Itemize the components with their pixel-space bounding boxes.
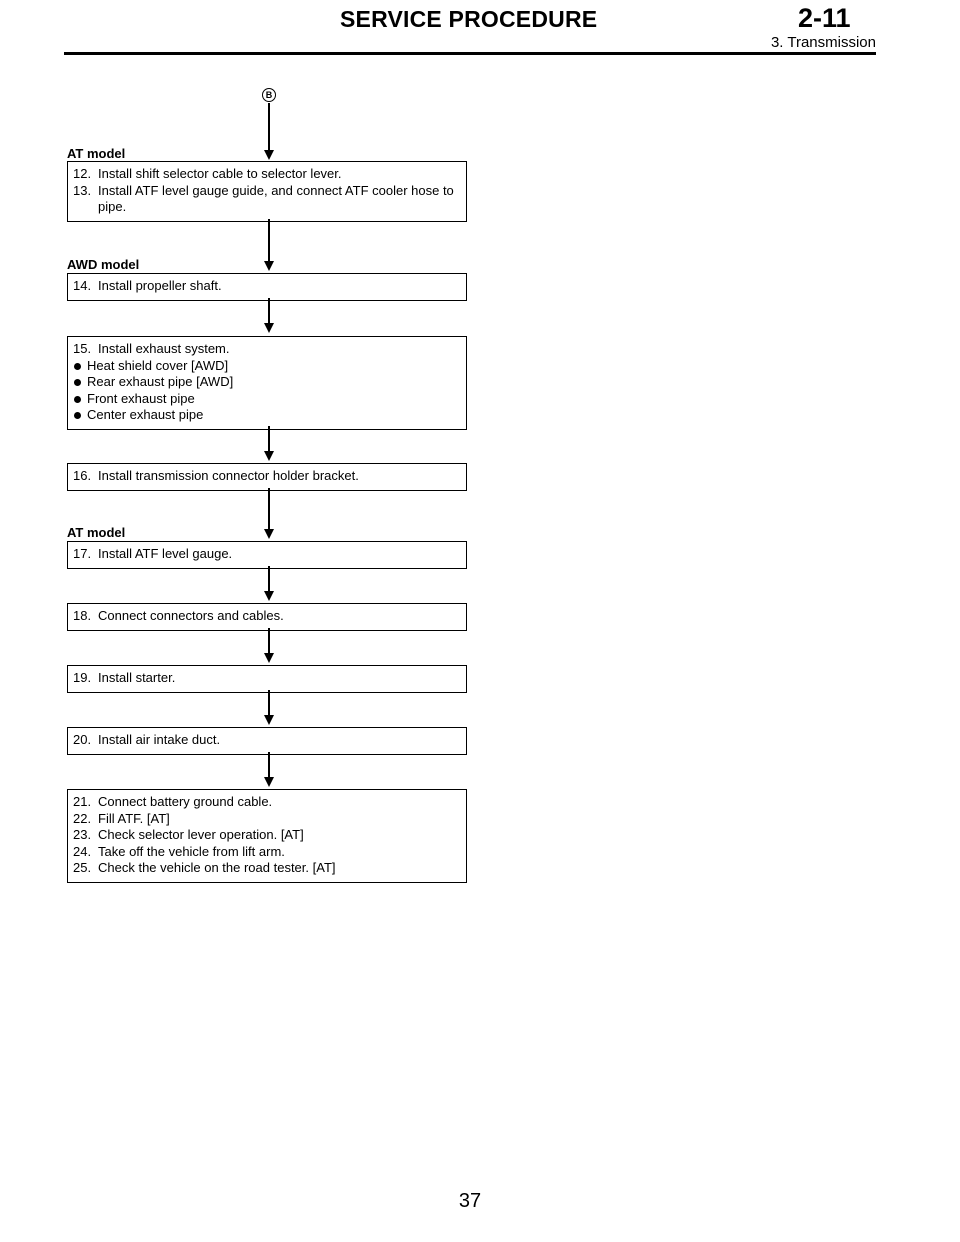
step-text: Take off the vehicle from lift arm. xyxy=(98,843,285,859)
step-12 xyxy=(73,166,461,183)
label-at-model: AT model xyxy=(67,525,126,540)
flow-connector xyxy=(268,298,270,323)
step-number: 15. xyxy=(73,341,92,356)
step-box-21-25 xyxy=(67,789,467,883)
bullet-icon xyxy=(74,363,81,370)
section-number: 2-11 xyxy=(798,3,851,33)
bullet-icon xyxy=(74,412,81,419)
step-number: 25. xyxy=(73,860,92,875)
step-box-15 xyxy=(67,336,467,430)
list-item xyxy=(73,391,461,408)
flow-connector xyxy=(268,426,270,451)
step-15 xyxy=(73,341,461,358)
header-rule xyxy=(64,52,876,55)
step-number: 21. xyxy=(73,794,92,809)
step-number: 17. xyxy=(73,546,92,561)
arrow-down-icon xyxy=(264,777,274,787)
step-number: 20. xyxy=(73,732,92,747)
step-number: 13. xyxy=(73,182,92,198)
label-at-model: AT model xyxy=(67,146,126,161)
step-text: Install shift selector cable to selector lever. xyxy=(98,166,342,181)
bullet-text: Front exhaust pipe xyxy=(87,390,195,406)
step-text: Install ATF level gauge. xyxy=(98,546,233,561)
step-box-14 xyxy=(67,273,467,301)
arrow-down-icon xyxy=(264,323,274,333)
step-22 xyxy=(73,811,461,828)
step-text: Check selector lever operation. [AT] xyxy=(98,827,304,842)
step-number: 24. xyxy=(73,843,92,859)
step-text: Check the vehicle on the road tester. [AT] xyxy=(98,860,336,875)
flow-connector xyxy=(268,488,270,529)
step-20 xyxy=(73,732,461,749)
bullet-text: Rear exhaust pipe [AWD] xyxy=(87,374,234,389)
bullet-text: Center exhaust pipe xyxy=(87,407,204,422)
step-19 xyxy=(73,670,461,687)
step-text: Connect battery ground cable. xyxy=(98,794,273,809)
step-box-18 xyxy=(67,603,467,631)
step-box-12-13 xyxy=(67,161,467,222)
flow-connector xyxy=(268,752,270,777)
step-box-16 xyxy=(67,463,467,491)
step-box-20 xyxy=(67,727,467,755)
step-number: 18. xyxy=(73,608,92,623)
step-number: 23. xyxy=(73,827,92,842)
step-text: Connect connectors and cables. xyxy=(98,608,284,623)
step-text: Install air intake duct. xyxy=(98,732,221,747)
step-number: 14. xyxy=(73,278,92,293)
list-item xyxy=(73,358,461,375)
step-number: 16. xyxy=(73,468,92,483)
step-18 xyxy=(73,608,461,625)
flow-connector xyxy=(268,566,270,591)
bullet-icon xyxy=(74,379,81,386)
step-box-17 xyxy=(67,541,467,569)
step-text: Install transmission connector holder bracket. xyxy=(98,468,359,483)
arrow-down-icon xyxy=(264,529,274,539)
continuation-marker-b: B xyxy=(262,88,276,102)
step-text: Install exhaust system. xyxy=(98,341,230,356)
arrow-down-icon xyxy=(264,591,274,601)
flow-connector xyxy=(268,219,270,261)
arrow-down-icon xyxy=(264,653,274,663)
step-number: 19. xyxy=(73,670,92,685)
step-23 xyxy=(73,827,461,844)
arrow-down-icon xyxy=(264,150,274,160)
step-16 xyxy=(73,468,461,485)
step-text: Install propeller shaft. xyxy=(98,278,222,293)
page-title: SERVICE PROCEDURE xyxy=(340,6,598,32)
step-box-19 xyxy=(67,665,467,693)
arrow-down-icon xyxy=(264,261,274,271)
step-21 xyxy=(73,794,461,811)
label-awd-model: AWD model xyxy=(67,257,140,272)
flow-connector xyxy=(268,628,270,653)
step-number: 12. xyxy=(73,166,92,181)
step-25 xyxy=(73,860,461,877)
flow-connector xyxy=(268,103,270,150)
step-13 xyxy=(73,183,461,216)
step-text: Install ATF level gauge guide, and connect ATF cooler hose to pipe. xyxy=(98,182,454,214)
list-item xyxy=(73,374,461,391)
step-14 xyxy=(73,278,461,295)
page-number: 37 xyxy=(458,1190,482,1212)
arrow-down-icon xyxy=(264,451,274,461)
step-text: Fill ATF. [AT] xyxy=(98,810,170,826)
step-24 xyxy=(73,844,461,861)
step-text: Install starter. xyxy=(98,670,176,685)
step-17 xyxy=(73,546,461,563)
arrow-down-icon xyxy=(264,715,274,725)
step-number: 22. xyxy=(73,810,92,826)
flow-connector xyxy=(268,690,270,715)
subsection-title: 3. Transmission xyxy=(770,34,876,51)
list-item xyxy=(73,407,461,424)
bullet-icon xyxy=(74,396,81,403)
bullet-text: Heat shield cover [AWD] xyxy=(87,357,229,373)
